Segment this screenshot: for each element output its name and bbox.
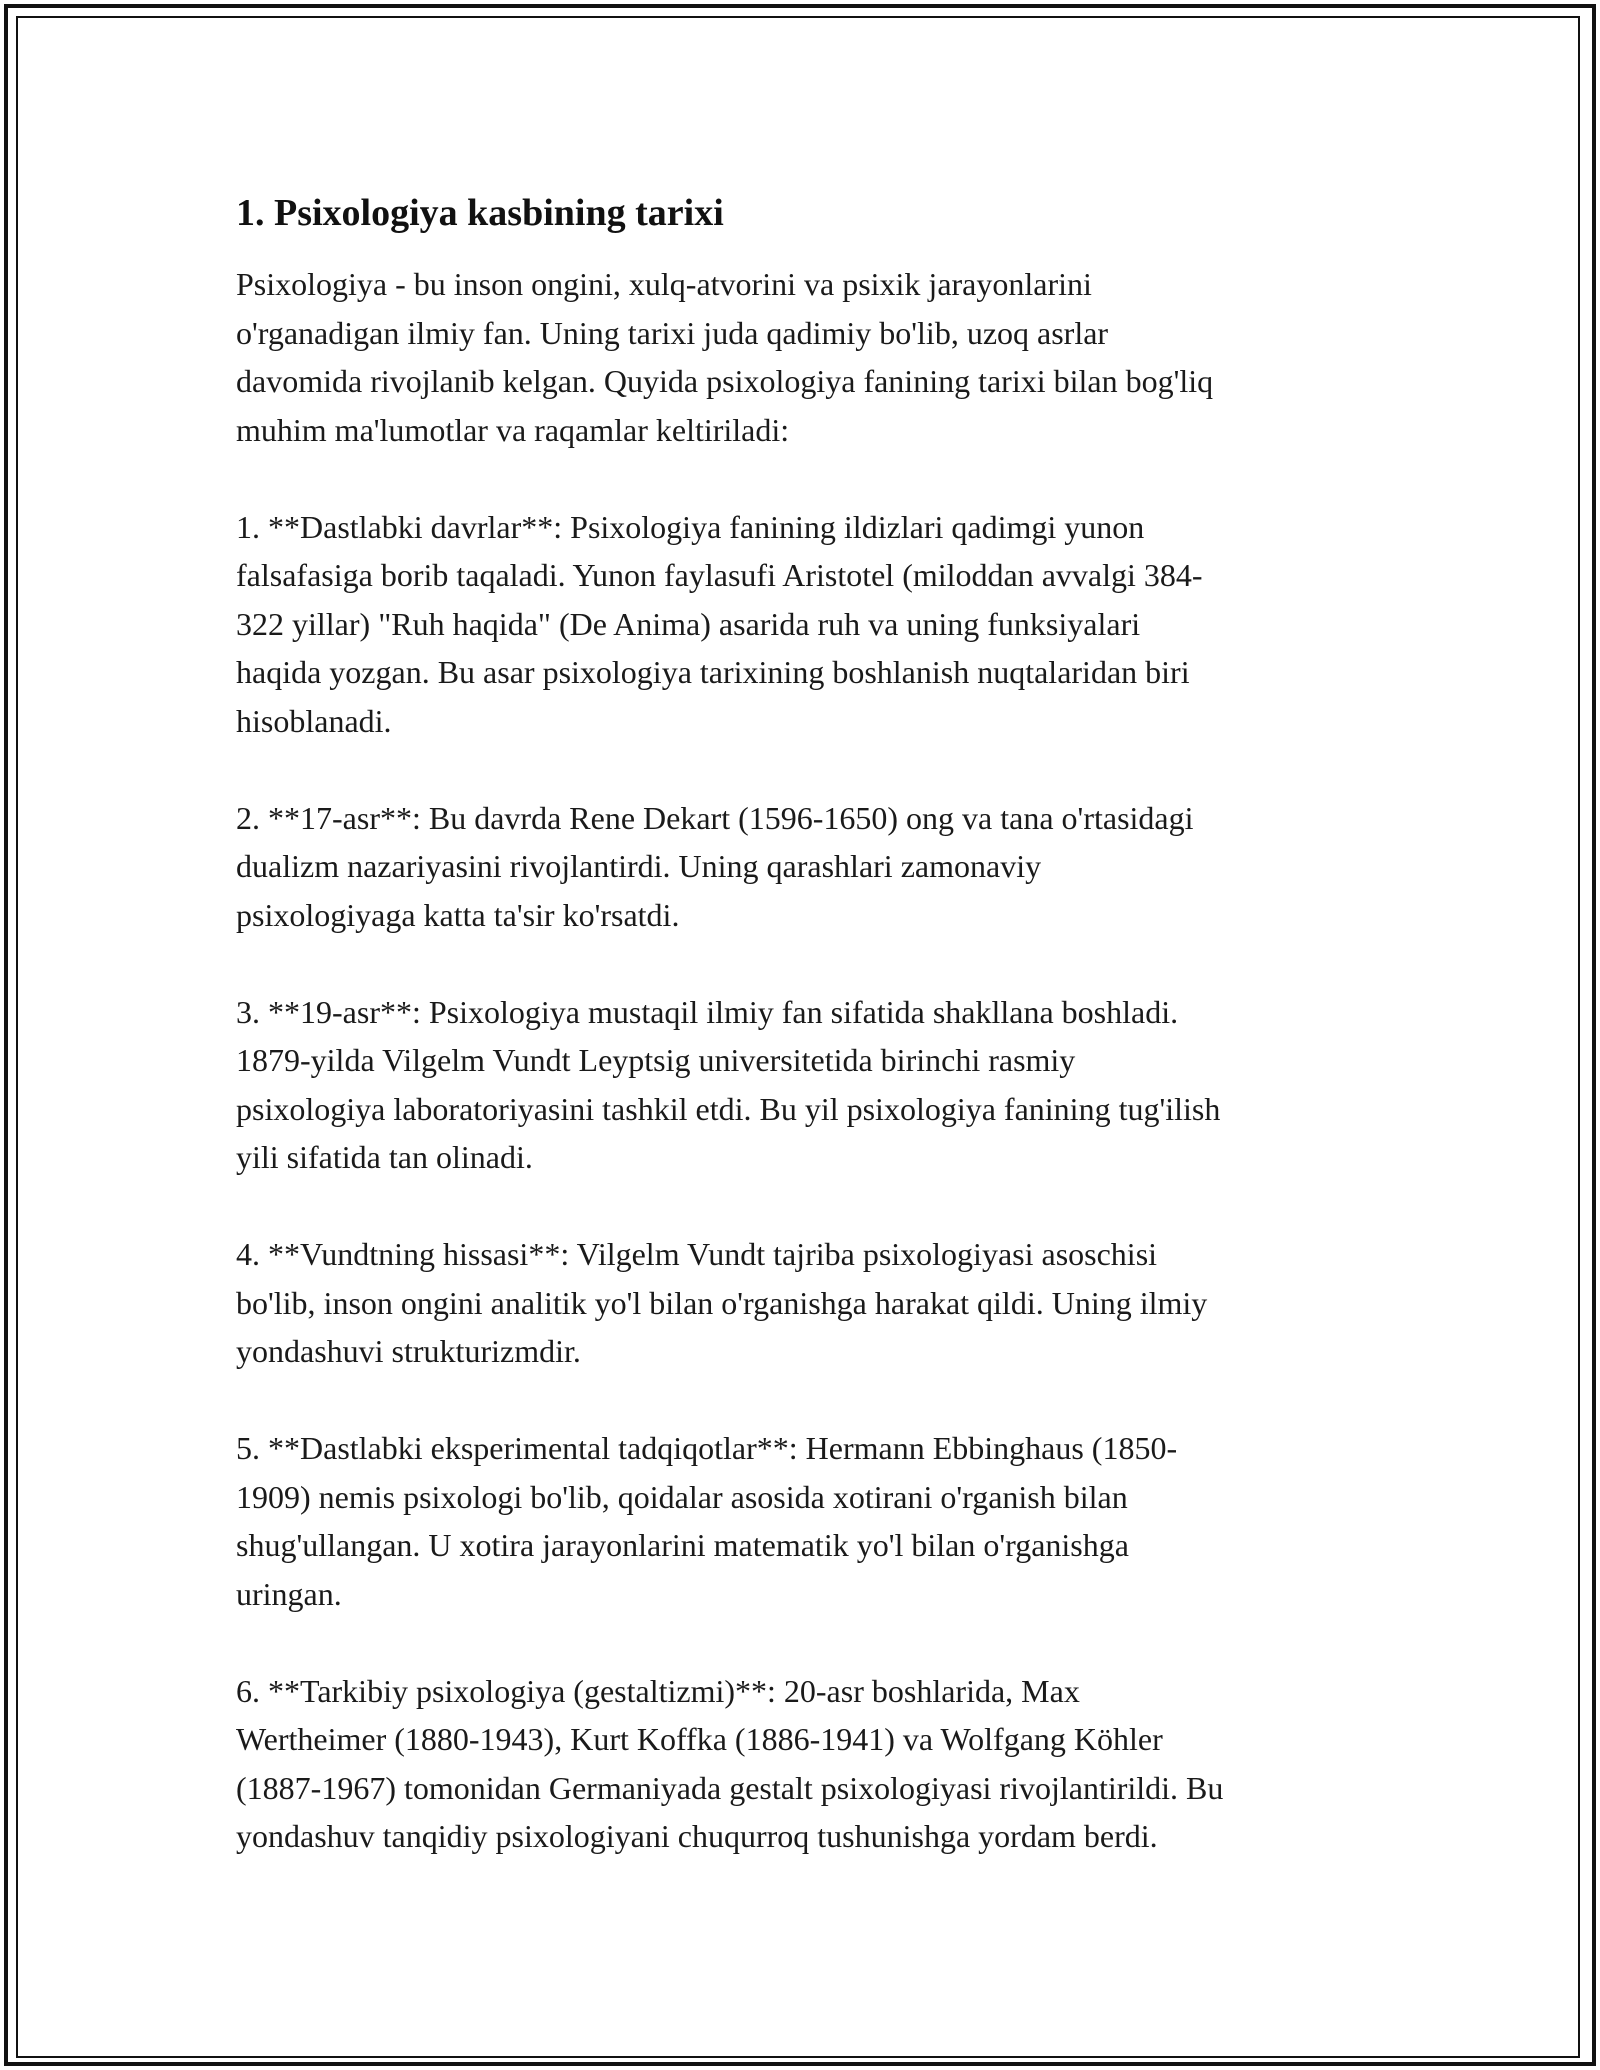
text-line: 1879-yilda Vilgelm Vundt Leyptsig universitetida birinchi rasmiy <box>236 1042 1076 1078</box>
text-line: davomida rivojlanib kelgan. Quyida psixologiya fanining tarixi bilan bog'liq <box>236 363 1214 399</box>
text-line: uringan. <box>236 1575 342 1612</box>
text-line: shug'ullangan. U xotira jarayonlarini matematik yo'l bilan o'rganishga <box>236 1527 1129 1563</box>
text-line: 4. **Vundtning hissasi**: Vilgelm Vundt tajriba psixologiyasi asoschisi <box>236 1236 1158 1272</box>
paragraph-intro <box>236 260 1376 454</box>
text-line: Psixologiya - bu inson ongini, xulq-atvorini va psixik jarayonlarini <box>236 266 1092 302</box>
text-line: (1887-1967) tomonidan Germaniyada gestalt psixologiyasi rivojlantirildi. Bu <box>236 1769 1224 1806</box>
text-line: 5. **Dastlabki eksperimental tadqiqotlar**: Hermann Ebbinghaus (1850- <box>236 1430 1178 1466</box>
text-line: yili sifatida tan olinadi. <box>236 1139 533 1175</box>
text-line: 3. **19-asr**: Psixologiya mustaqil ilmiy fan sifatida shakllana boshladi. <box>236 993 1179 1030</box>
text-line: 2. **17-asr**: Bu davrda Rene Dekart (1596-1650) ong va tana o'rtasidagi <box>236 799 1194 836</box>
text-line: 1. **Dastlabki davrlar**: Psixologiya fanining ildizlari qadimgi yunon <box>236 508 1145 545</box>
list-item-2 <box>236 794 1376 940</box>
list-item-5 <box>236 1424 1376 1618</box>
document-body <box>236 188 1376 1909</box>
text-line: o'rganadigan ilmiy fan. Uning tarixi juda qadimiy bo'lib, uzoq asrlar <box>236 314 1109 351</box>
list-item-6 <box>236 1667 1376 1861</box>
text-line: 322 yillar) "Ruh haqida" (De Anima) asarida ruh va uning funksiyalari <box>236 605 1141 642</box>
text-line: muhim ma'lumotlar va raqamlar keltiriladi: <box>236 411 790 448</box>
text-line: yondashuvi strukturizmdir. <box>236 1333 581 1369</box>
text-line: yondashuv tanqidiy psixologiyani chuqurroq tushunishga yordam berdi. <box>236 1818 1158 1854</box>
text-line: Wertheimer (1880-1943), Kurt Koffka (1886-1941) va Wolfgang Köhler <box>236 1721 1163 1757</box>
text-line: bo'lib, inson ongini analitik yo'l bilan o'rganishga harakat qildi. Uning ilmiy <box>236 1284 1208 1321</box>
text-line: psixologiyaga katta ta'sir ko'rsatdi. <box>236 896 680 933</box>
text-line: psixologiya laboratoriyasini tashkil etdi. Bu yil psixologiya fanining tug'ilish <box>236 1090 1221 1127</box>
text-line: falsafasiga borib taqaladi. Yunon faylasufi Aristotel (miloddan avvalgi 384- <box>236 557 1203 593</box>
list-item-4 <box>236 1230 1376 1376</box>
list-item-1 <box>236 503 1376 746</box>
document-title: 1. Psixologiya kasbining tarixi <box>236 192 724 234</box>
text-line: 6. **Tarkibiy psixologiya (gestaltizmi)**: 20-asr boshlarida, Max <box>236 1672 1080 1709</box>
text-line: dualizm nazariyasini rivojlantirdi. Uning qarashlari zamonaviy <box>236 848 1042 884</box>
text-line: haqida yozgan. Bu asar psixologiya tarixining boshlanish nuqtalaridan biri <box>236 654 1190 690</box>
list-item-3 <box>236 988 1376 1182</box>
text-line: 1909) nemis psixologi bo'lib, qoidalar asosida xotirani o'rganish bilan <box>236 1478 1128 1515</box>
text-line: hisoblanadi. <box>236 702 392 739</box>
